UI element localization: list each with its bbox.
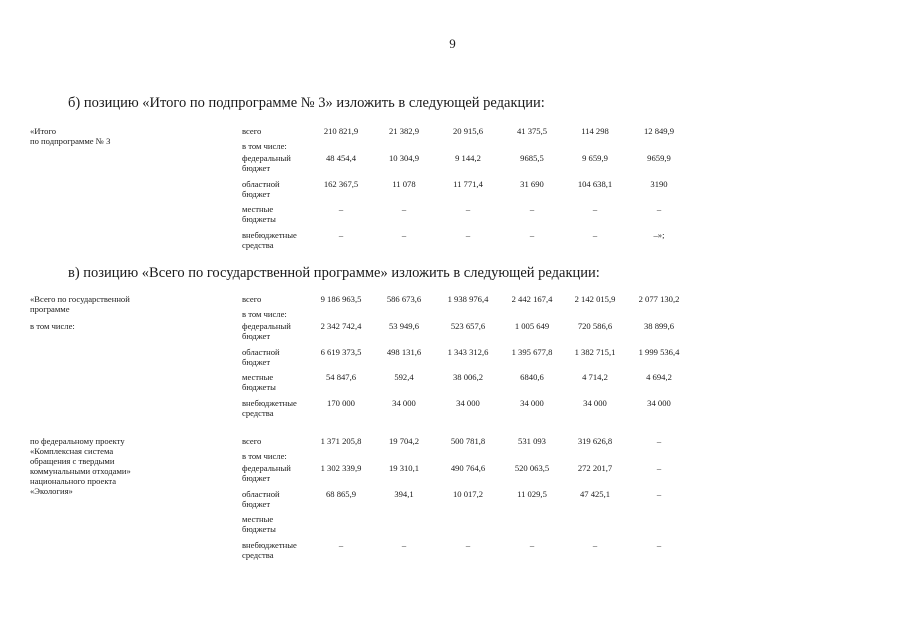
table-row — [0, 398, 905, 424]
amount-cell: 4 714,2 — [582, 372, 608, 383]
amount-cell: 6 619 373,5 — [320, 346, 362, 357]
amount-cell: – — [656, 436, 662, 446]
amount-cell: 523 657,6 — [450, 321, 486, 331]
section-heading-v: в) позицию «Всего по государственной программе» изложить в следующей редакции: — [68, 265, 600, 281]
table-row — [0, 230, 905, 256]
amount-cell: 38 899,6 — [643, 321, 675, 331]
amount-cell: 38 006,2 — [452, 372, 484, 383]
table-row — [0, 347, 905, 373]
amount-cell: 47 425,1 — [579, 488, 611, 499]
amount-cell: 1 005 649 — [514, 321, 550, 331]
amount-cell: 1 938 976,4 — [447, 294, 489, 304]
amount-cell: – — [592, 229, 598, 240]
funding-source-label: местные бюджеты — [242, 372, 276, 393]
amount-cell: – — [529, 204, 535, 215]
table-row — [0, 321, 905, 347]
funding-source-label: федеральный бюджет — [242, 463, 291, 483]
amount-cell: 41 375,5 — [516, 126, 548, 136]
funding-source-label: областной бюджет — [242, 178, 280, 199]
amount-cell: 6840,6 — [520, 372, 544, 383]
amount-cell: – — [465, 229, 471, 240]
funding-source-label: федеральный бюджет — [242, 153, 291, 173]
funding-source-label: всего — [242, 436, 262, 446]
amount-cell: 1 382 715,1 — [574, 346, 616, 357]
amount-cell: 2 077 130,2 — [638, 294, 680, 304]
section-heading-b: б) позицию «Итого по подпрограмме № 3» изложить в следующей редакции: — [68, 95, 545, 111]
amount-cell: 31 690 — [520, 178, 544, 189]
amount-cell: 2 342 742,4 — [320, 321, 362, 331]
table-row — [0, 179, 905, 205]
funding-source-label: всего — [242, 126, 262, 136]
amount-cell: 1 302 339,9 — [320, 463, 362, 473]
amount-cell: – — [465, 539, 471, 550]
amount-cell: – — [592, 204, 598, 215]
amount-cell: – — [338, 229, 344, 240]
amount-cell: 48 454,4 — [325, 153, 357, 163]
amount-cell: – — [529, 229, 535, 240]
row-title: по федеральному проекту «Комплексная система обращения с твердыми коммунальными отходами» национального проекта «Экология» — [30, 436, 131, 496]
row-title: «Всего по государственной программе — [30, 294, 130, 314]
table-row — [0, 204, 905, 230]
amount-cell: 520 063,5 — [514, 463, 550, 473]
amount-cell: 9685,5 — [520, 153, 544, 163]
amount-cell: 1 999 536,4 — [638, 346, 680, 357]
amount-cell: 9 659,9 — [582, 153, 608, 163]
page-number: 9 — [449, 36, 456, 51]
amount-cell: 34 000 — [647, 397, 671, 408]
amount-cell: 3190 — [650, 178, 668, 189]
amount-cell: 498 131,6 — [386, 346, 422, 357]
funding-source-label: внебюджетные средства — [242, 229, 297, 250]
amount-cell: 4 694,2 — [646, 372, 672, 383]
funding-source-label: внебюджетные средства — [242, 539, 297, 560]
amount-cell: 531 093 — [518, 436, 546, 446]
funding-source-label: в том числе: — [242, 451, 287, 461]
amount-cell: 21 382,9 — [388, 126, 420, 136]
table-row — [0, 463, 905, 489]
row-title: «Итого по подпрограмме № 3 — [30, 126, 111, 146]
amount-cell: 104 638,1 — [577, 178, 613, 189]
amount-cell: 720 586,6 — [577, 321, 613, 331]
amount-cell: 11 078 — [392, 178, 416, 189]
amount-cell: 34 000 — [392, 397, 416, 408]
amount-cell: 114 298 — [581, 126, 609, 136]
funding-source-label: в том числе: — [242, 309, 287, 319]
amount-cell: –»; — [653, 229, 665, 240]
funding-source-label: внебюджетные средства — [242, 397, 297, 418]
amount-cell: 319 626,8 — [577, 436, 613, 446]
amount-cell: 490 764,6 — [450, 463, 486, 473]
amount-cell: – — [529, 539, 535, 550]
amount-cell: 34 000 — [520, 397, 544, 408]
funding-source-label: областной бюджет — [242, 488, 280, 509]
amount-cell: 1 395 677,8 — [511, 346, 553, 357]
amount-cell: 20 915,6 — [452, 126, 484, 136]
amount-cell: – — [656, 488, 662, 499]
amount-cell: – — [401, 539, 407, 550]
amount-cell: – — [656, 463, 662, 473]
amount-cell: 1 343 312,6 — [447, 346, 489, 357]
table-row — [0, 153, 905, 179]
amount-cell: – — [656, 204, 662, 215]
amount-cell: 34 000 — [583, 397, 607, 408]
amount-cell: 272 201,7 — [577, 463, 613, 473]
amount-cell: – — [401, 204, 407, 215]
amount-cell: 54 847,6 — [325, 372, 357, 383]
amount-cell: 11 771,4 — [453, 178, 483, 189]
funding-source-label: федеральный бюджет — [242, 321, 291, 341]
amount-cell: 10 017,2 — [452, 488, 484, 499]
funding-source-label: всего — [242, 294, 262, 304]
amount-cell: 9 144,2 — [455, 153, 481, 163]
amount-cell: 1 371 205,8 — [320, 436, 362, 446]
amount-cell: 10 304,9 — [388, 153, 420, 163]
funding-source-label: в том числе: — [242, 141, 287, 151]
amount-cell: 170 000 — [327, 397, 355, 408]
funding-source-label: местные бюджеты — [242, 514, 276, 535]
amount-cell: 19 310,1 — [388, 463, 420, 473]
amount-cell: 586 673,6 — [386, 294, 422, 304]
amount-cell: – — [338, 204, 344, 215]
amount-cell: 19 704,2 — [388, 436, 420, 446]
amount-cell: 53 949,6 — [388, 321, 420, 331]
amount-cell: 394,1 — [394, 488, 414, 499]
amount-cell: 34 000 — [456, 397, 480, 408]
table-row — [0, 540, 905, 566]
amount-cell: 11 029,5 — [517, 488, 547, 499]
amount-cell: 162 367,5 — [323, 178, 359, 189]
funding-source-label: областной бюджет — [242, 346, 280, 367]
amount-cell: 68 865,9 — [325, 488, 357, 499]
amount-cell: 2 142 015,9 — [574, 294, 616, 304]
amount-cell: 2 442 167,4 — [511, 294, 553, 304]
amount-cell: 500 781,8 — [450, 436, 486, 446]
amount-cell: 592,4 — [394, 372, 414, 383]
amount-cell: 9659,9 — [647, 153, 671, 163]
amount-cell: – — [592, 539, 598, 550]
amount-cell: 12 849,9 — [643, 126, 675, 136]
table-row — [0, 514, 905, 540]
amount-cell: – — [401, 229, 407, 240]
table-row — [0, 372, 905, 398]
table-row — [0, 489, 905, 515]
row-title: в том числе: — [30, 321, 75, 331]
amount-cell: 210 821,9 — [323, 126, 359, 136]
amount-cell: – — [465, 204, 471, 215]
amount-cell: – — [656, 539, 662, 550]
amount-cell: – — [338, 539, 344, 550]
funding-source-label: местные бюджеты — [242, 204, 276, 225]
amount-cell: 9 186 963,5 — [320, 294, 362, 304]
